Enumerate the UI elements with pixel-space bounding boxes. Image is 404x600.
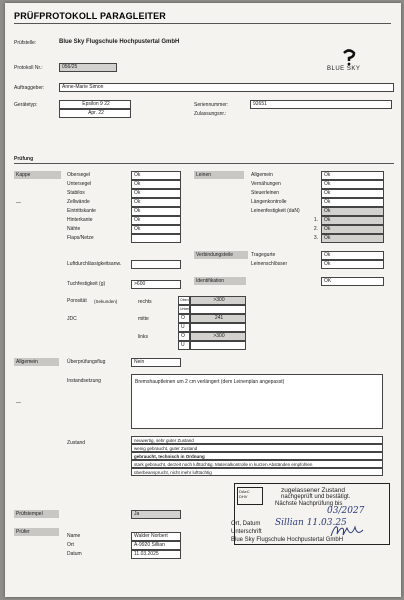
rechts-o-value[interactable]: >300 [190, 296, 246, 305]
identifikation-field[interactable]: OK [321, 277, 384, 286]
links-u-value[interactable] [190, 341, 246, 350]
instandsetzung-dash: — [16, 400, 21, 406]
stamp-line2: nachgeprüft und bestätigt. [281, 494, 351, 500]
stamp-next-date: 03/2027 [327, 506, 365, 516]
jdc-label: JDC [67, 316, 77, 322]
pos-mitte-label: mitte [138, 316, 149, 322]
leinen-item-label: Vernähungen [251, 181, 281, 187]
stamp-ort-datum-label: Ort, Datum [231, 521, 261, 527]
tragegurte-field[interactable]: Ok [321, 251, 384, 260]
leinen-item-value[interactable]: Ok [321, 180, 384, 189]
stamp-badge-line1: DAeC [239, 489, 250, 494]
kappe-item-value[interactable]: Ok [131, 198, 181, 207]
kappe-item-label: Untersegel [67, 181, 92, 187]
ueberpruefungsflug-field[interactable]: Nein [131, 358, 181, 367]
protocol-page [5, 3, 401, 597]
kappe-item-label: Eintrittskante [67, 208, 96, 214]
leinen-item-value[interactable]: Ok [321, 189, 384, 198]
pruefer-label: Prüfer [16, 529, 30, 535]
leinen-item-value[interactable]: Ok [321, 198, 384, 207]
kappe-item-value[interactable]: Ok [131, 207, 181, 216]
zustand-option[interactable]: stark gebraucht, derzeit noch lufttüchtig. Materialkontrolle in kurzen Abständen empfohlen [131, 460, 383, 468]
mitte-o-label: O [178, 314, 190, 323]
geraetetyp-field[interactable]: Epsilon 9 22 [59, 100, 131, 109]
pruefer-ort-label: Ort [67, 542, 74, 548]
logo-text: BLUE SKY [327, 66, 361, 72]
zustand-option[interactable]: neuwertig, sehr guter Zustand [131, 436, 383, 444]
kappe-item-value[interactable]: Ok [131, 180, 181, 189]
pos-rechts-label: rechts [138, 299, 152, 305]
rechts-u-value[interactable] [190, 305, 246, 314]
rechts-o-label: Oben [178, 296, 190, 305]
kappe-item-label: Flaps/Netze [67, 235, 94, 241]
leinen-item-value[interactable]: Ok [321, 225, 384, 234]
stamp-badge-line2: DHV [239, 494, 248, 499]
verbindung-label: Verbindungsteile [196, 252, 233, 258]
pruefung-section-label: Prüfung [14, 156, 34, 162]
leinen-item-value[interactable]: Ok [321, 207, 384, 216]
porositaet-label: Porosität [67, 298, 87, 304]
zustand-option-selected[interactable]: gebraucht, technisch in Ordnung [131, 452, 383, 460]
tuchfestigkeit-label: Tuchfestigkeit (g) [67, 281, 106, 287]
kappe-item-value[interactable]: Ok [131, 171, 181, 180]
seriennummer-field[interactable]: 92651 [250, 100, 392, 109]
leinen-item-label: Steuerleinen [251, 190, 280, 196]
geraetetyp-label: Gerätetyp: [14, 102, 38, 108]
zustand-option[interactable]: wenig gebraucht, guter Zustand [131, 444, 383, 452]
instandsetzung-text: Bremshauptleinen um 2 cm verlängert (dem Leinenplan angepasst) [135, 379, 285, 385]
instandsetzung-label: Instandsetzung [67, 378, 101, 384]
protokoll-field[interactable]: 056/25 [59, 63, 117, 72]
mitte-u-value[interactable] [190, 323, 246, 332]
pruefer-name-field[interactable]: Walder Norbert [131, 532, 181, 541]
pos-links-label: links [138, 334, 149, 340]
leinen-item-label: Allgemein [251, 172, 273, 178]
seriennummer-label: Seriennummer: [194, 102, 229, 108]
pruefer-ort-field[interactable]: A-9920 Sillian [131, 541, 181, 550]
stamp-line3: Nächste Nachprüfung bis [275, 501, 343, 507]
stamp-unterschrift-label: Unterschrift [231, 529, 262, 535]
pruefstelle-label: Prüfstelle: [14, 40, 37, 46]
instandsetzung-field[interactable] [131, 374, 383, 429]
kappe-item-label: Obersegel [67, 172, 91, 178]
page-title: PRÜFPROTOKOLL PARAGLEITER [14, 11, 167, 21]
ueberpruefungsflug-label: Überprüfungsflug [67, 359, 106, 365]
mitte-o-value[interactable]: 241 [190, 314, 246, 323]
stamp-ort-datum-value: Sillian 11.03.25 [275, 518, 347, 528]
stamp-company: Blue Sky Flugschule Hochpustertal GmbH [231, 537, 344, 543]
kappe-label: Kappe [16, 172, 31, 178]
kappe-item-label: Zellwände [67, 199, 90, 205]
dhv-stamp [231, 483, 390, 545]
pruefung-rule-top [14, 163, 394, 164]
links-o-label: O [178, 332, 190, 341]
kappe-item-value[interactable]: Ok [131, 189, 181, 198]
tuchfestigkeit-field[interactable]: >600 [131, 280, 181, 289]
porositaet-unit: (Sekunden) [94, 299, 118, 304]
baujahr-field[interactable]: Apr. 22 [59, 109, 131, 118]
leinen-item-label: Leinenfestigkeit (daN) [251, 208, 300, 214]
allgemein-label: Allgemein [16, 359, 38, 365]
luftdurchlaessig-field[interactable] [131, 260, 181, 269]
stamp-line1: zugelassener Zustand [281, 487, 345, 494]
leinen-item-value[interactable]: Ok [321, 171, 384, 180]
kappe-item-value[interactable]: Ok [131, 225, 181, 234]
leinen-item-label: 2. [313, 226, 318, 232]
leinenschloesser-field[interactable]: Ok [321, 260, 384, 269]
kappe-item-label: Hinterkante [67, 217, 93, 223]
leinenschloesser-label: Leinenschlösser [251, 261, 288, 267]
kappe-item-label: Stabilos [67, 190, 85, 196]
leinen-item-label: 1. [313, 217, 318, 223]
zustand-label: Zustand [67, 440, 86, 446]
tragegurte-label: Tragegurte [251, 252, 276, 258]
kappe-dash: — [16, 200, 21, 206]
zustand-option[interactable]: überbeansprucht, nicht mehr lufttüchtig [131, 468, 383, 476]
links-o-value[interactable]: >300 [190, 332, 246, 341]
luftdurchlaessig-label: Luftdurchlässigkeitsanw. [67, 261, 122, 267]
kappe-item-value[interactable] [131, 234, 181, 243]
kappe-item-value[interactable]: Ok [131, 216, 181, 225]
pruefer-datum-label: Datum [67, 551, 82, 557]
mitte-u-label: U [178, 323, 190, 332]
rechts-u-label: Unten [178, 305, 190, 314]
pruefer-name-label: Name [67, 533, 81, 539]
pruefstempel-field[interactable]: Ja [131, 510, 181, 519]
auftraggeber-field[interactable]: Anne-Marie Simon [59, 83, 394, 92]
kappe-item-label: Nähte [67, 226, 81, 232]
pruefstelle-value: Blue Sky Flugschule Hochpustertal GmbH [59, 39, 180, 45]
leinen-label: Leinen [196, 172, 212, 178]
blue-sky-logo-icon [342, 48, 356, 66]
zulassungsnr-label: Zulassungsnr.: [194, 111, 227, 117]
links-u-label: U [178, 341, 190, 350]
auftraggeber-label: Auftraggeber: [14, 85, 45, 91]
leinen-item-value[interactable]: Ok [321, 234, 384, 243]
pruefer-datum-field[interactable]: 11.03.2025 [131, 550, 181, 559]
protokoll-label: Protokoll Nr.: [14, 65, 43, 71]
leinen-item-value[interactable]: Ok [321, 216, 384, 225]
identifikation-label: Identifikation [196, 278, 225, 284]
leinen-item-label: Längenkontrolle [251, 199, 287, 205]
pruefstempel-label: Prüfstempel [16, 511, 43, 517]
leinen-item-label: 3. [313, 235, 318, 241]
title-rule [14, 23, 391, 24]
